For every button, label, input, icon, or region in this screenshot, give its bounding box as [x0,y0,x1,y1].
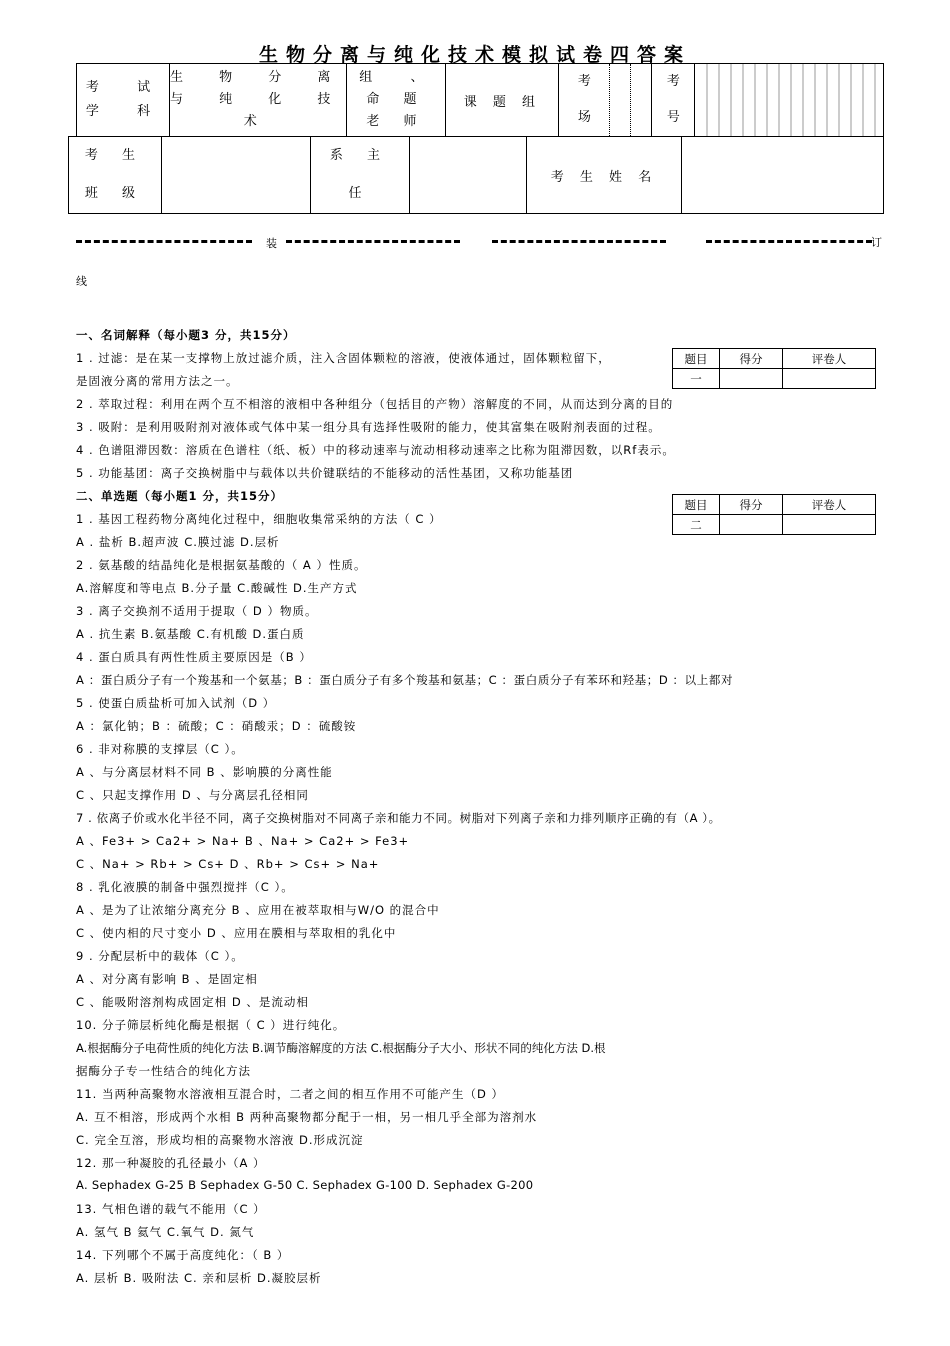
text-line: 10. 分子筛层析纯化酶是根据（ C ）进行纯化。 [76,1018,346,1032]
text-line: 4 . 蛋白质具有两性性质主要原因是（B ） [76,650,312,664]
text-line: A ：氯化钠；B ：硫酸；C ：硝酸汞；D ：硫酸铵 [76,719,357,733]
text-line: 据酶分子专一性结合的纯化方法 [76,1064,251,1078]
text-line: A 、对分离有影响 B 、是固定相 [76,972,258,986]
text-line: 12. 那一种凝胶的孔径最小（A ） [76,1156,266,1170]
text-line: A. 互不相溶，形成两个水相 B 两种高聚物都分配于一相，另一相几乎全部为溶剂水 [76,1110,538,1124]
text-line: C 、能吸附溶剂构成固定相 D 、是流动相 [76,995,309,1009]
text-line: C 、使内相的尺寸变小 D 、应用在膜相与萃取相的乳化中 [76,926,397,940]
text-line: A.根据酶分子电荷性质的纯化方法 B.调节酶溶解度的方法 C.根据酶分子大小、形状不同的纯化方法 D.根 [76,1041,606,1055]
cut-dash [76,240,252,243]
score-cell [783,515,876,535]
subject-value: 生 物 分 离 与 纯 化 技 术 [170,64,347,137]
text-line: 2 . 萃取过程：利用在两个互不相溶的液相中各种组分（包括目的产物）溶解度的不同，从而达到分离的目的 [76,397,674,411]
subject-label: 考 试 学 科 [77,64,170,137]
text-line: 8 . 乳化液膜的制备中强烈搅拌（C ）。 [76,880,294,894]
text-line: C. 完全互溶，形成均相的高聚物水溶液 D.形成沉淀 [76,1133,364,1147]
text-line: 7 . 依离子价或水化半径不同，离子交换树脂对不同离子亲和能力不同。树脂对下列离子亲和力排列顺序正确的有（A ）。 [76,811,721,825]
text-line: A. 氢气 B 氦气 C.氧气 D. 氮气 [76,1225,255,1239]
score-cell [720,369,783,389]
cut-dash [492,240,666,243]
score-row-label: 一 [673,369,720,389]
cut-line [72,232,882,252]
room-box [610,64,631,137]
score-col-question: 题目 [673,495,720,515]
room-box [631,64,652,137]
text-line: 6 . 非对称膜的支撑层（C ）。 [76,742,244,756]
text-line: 4 . 色谱阻滞因数：溶质在色谱柱（纸、板）中的移动速率与流动相移动速率之比称为阻滞因数，以Rf表示。 [76,443,675,457]
text-line: C 、Na+ > Rb+ > Cs+ D 、Rb+ > Cs+ > Na+ [76,857,380,871]
room-label: 考 场 [559,64,610,137]
text-line: A 、是为了让浓缩分离充分 B 、应用在被萃取相与W/O 的混合中 [76,903,440,917]
text-line: 1 . 过滤：是在某一支撑物上放过滤介质，注入含固体颗粒的溶液，使液体通过，固体颗粒留下， [76,351,611,365]
text-line: A. Sephadex G-25 B Sephadex G-50 C. Sephadex G-100 D. Sephadex G-200 [76,1178,534,1192]
page-title: 生物分离与纯化技术模拟试卷四答案 [258,44,691,66]
cut-dash [706,240,872,243]
director-value [410,137,527,214]
text-line: 1 . 基因工程药物分离纯化过程中，细胞收集常采纳的方法（ C ） [76,512,442,526]
text-line: A . 抗生素 B.氨基酸 C.有机酸 D.蛋白质 [76,627,305,641]
number-label: 考 号 [652,64,695,137]
text-line: A 、与分离层材料不同 B 、影响膜的分离性能 [76,765,333,779]
group-value: 课 题 组 [446,64,559,137]
score-cell [783,369,876,389]
number-box [695,64,884,137]
score-table-2 [672,494,876,535]
cut-label-xian: 线 [76,275,87,288]
score-table-1 [672,348,876,389]
group-label: 组 、 命 题 老 师 [347,64,446,137]
name-value [682,137,884,214]
text-line: 5 . 功能基团：离子交换树脂中与载体以共价键联结的不能移动的活性基团，又称功能基团 [76,466,574,480]
text-line: A. 层析 B. 吸附法 C. 亲和层析 D.凝胶层析 [76,1271,322,1285]
name-label: 考 生 姓 名 [527,137,682,214]
score-cell [720,515,783,535]
score-row-label: 二 [673,515,720,535]
score-col-question: 题目 [673,349,720,369]
director-label: 系 主 任 [311,137,410,214]
text-line: A . 盐析 B.超声波 C.膜过滤 D.层析 [76,535,280,549]
text-line: 5 . 使蛋白质盐析可加入试剂（D ） [76,696,276,710]
text-line: 9 . 分配层析中的载体（C ）。 [76,949,244,963]
text-line: 13. 气相色谱的载气不能用（C ） [76,1202,266,1216]
text-line: 14. 下列哪个不属于高度纯化：（ B ） [76,1248,290,1262]
text-line: 3 . 离子交换剂不适用于提取（ D ）物质。 [76,604,318,618]
text-line: C 、只起支撑作用 D 、与分离层孔径相同 [76,788,309,802]
text-line: 3 . 吸附：是利用吸附剂对液体或气体中某一组分具有选择性吸附的能力，使其富集在吸附剂表面的过程。 [76,420,661,434]
text-line: 11. 当两种高聚物水溶液相互混合时，二者之间的相互作用不可能产生（D ） [76,1087,504,1101]
exam-info-table [76,63,884,137]
class-label: 考 生 班 级 [69,137,162,214]
score-col-grader: 评卷人 [783,495,876,515]
text-line: A 、Fe3+ > Ca2+ > Na+ B 、Na+ > Ca2+ > Fe3+ [76,834,410,848]
cut-label-zhuang: 装 [266,237,277,250]
text-line: A.溶解度和等电点 B.分子量 C.酸碱性 D.生产方式 [76,581,358,595]
class-value [162,137,311,214]
cut-dash [286,240,460,243]
student-info-table [68,136,884,214]
section-heading: 二、单选题（每小题1 分，共15分） [76,489,284,503]
text-line: 是固液分离的常用方法之一。 [76,374,239,388]
text-line: A ：蛋白质分子有一个羧基和一个氨基；B ：蛋白质分子有多个羧基和氨基；C ：蛋白质分子有苯环和羟基；D ：以上都对 [76,673,734,687]
score-col-grader: 评卷人 [783,349,876,369]
score-col-score: 得分 [720,495,783,515]
score-col-score: 得分 [720,349,783,369]
section-heading: 一、名词解释（每小题3 分，共15分） [76,328,296,342]
cut-label-ping: 订 [871,236,882,249]
text-line: 2 . 氨基酸的结晶纯化是根据氨基酸的（ A ）性质。 [76,558,367,572]
